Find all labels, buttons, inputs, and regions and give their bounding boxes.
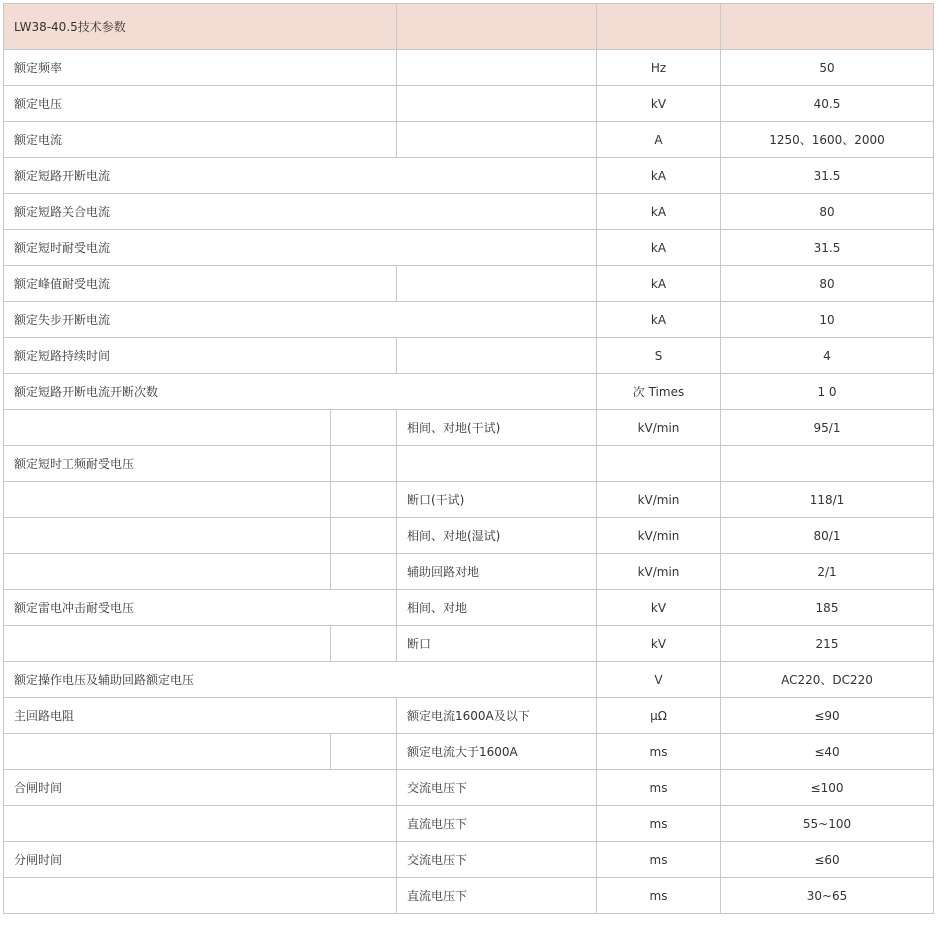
param-value: 2/1 <box>721 554 934 590</box>
empty-cell <box>4 410 331 446</box>
param-value: ≤40 <box>721 734 934 770</box>
param-value: 80 <box>721 194 934 230</box>
param-value: 95/1 <box>721 410 934 446</box>
param-name: 额定短时工频耐受电压 <box>4 446 331 482</box>
table-row <box>4 446 934 482</box>
table-title: LW38-40.5技术参数 <box>4 4 397 50</box>
param-name: 额定峰值耐受电流 <box>4 266 397 302</box>
param-name: 分闸时间 <box>4 842 397 878</box>
empty-cell <box>397 86 597 122</box>
param-name: 额定失步开断电流 <box>4 302 597 338</box>
param-unit: kA <box>597 266 721 302</box>
param-unit: Hz <box>597 50 721 86</box>
empty-cell <box>4 806 397 842</box>
param-subname: 相间、对地 <box>397 590 597 626</box>
param-value: 31.5 <box>721 158 934 194</box>
table-row <box>4 338 934 374</box>
table-row <box>4 158 934 194</box>
empty-cell <box>397 338 597 374</box>
param-name: 额定频率 <box>4 50 397 86</box>
table-row <box>4 194 934 230</box>
empty-cell <box>397 266 597 302</box>
param-name: 额定电流 <box>4 122 397 158</box>
table-row <box>4 590 934 626</box>
empty-cell <box>4 878 397 914</box>
empty-cell <box>4 734 331 770</box>
param-value: 185 <box>721 590 934 626</box>
param-value: AC220、DC220 <box>721 662 934 698</box>
empty-cell <box>331 482 397 518</box>
param-name: 额定电压 <box>4 86 397 122</box>
param-unit: kV/min <box>597 410 721 446</box>
empty-cell <box>397 50 597 86</box>
param-value: ≤60 <box>721 842 934 878</box>
empty-cell <box>397 446 597 482</box>
param-subname: 辅助回路对地 <box>397 554 597 590</box>
param-unit: ms <box>597 878 721 914</box>
param-subname: 断口(干试) <box>397 482 597 518</box>
param-unit: kV/min <box>597 554 721 590</box>
table-row <box>4 698 934 734</box>
param-name: 主回路电阻 <box>4 698 397 734</box>
param-unit: kV <box>597 86 721 122</box>
empty-cell <box>597 446 721 482</box>
empty-cell <box>331 734 397 770</box>
param-unit: ms <box>597 770 721 806</box>
param-name: 额定短路开断电流 <box>4 158 597 194</box>
empty-cell <box>4 554 331 590</box>
table-row <box>4 122 934 158</box>
param-value: 30~65 <box>721 878 934 914</box>
param-unit: kA <box>597 302 721 338</box>
table-row <box>4 50 934 86</box>
empty-cell <box>4 626 331 662</box>
table-row <box>4 734 934 770</box>
param-unit: V <box>597 662 721 698</box>
param-name: 额定操作电压及辅助回路额定电压 <box>4 662 597 698</box>
table-row <box>4 626 934 662</box>
param-value: 50 <box>721 50 934 86</box>
param-unit: kV/min <box>597 518 721 554</box>
param-name: 合闸时间 <box>4 770 397 806</box>
empty-cell <box>397 122 597 158</box>
param-subname: 额定电流大于1600A <box>397 734 597 770</box>
table-row <box>4 374 934 410</box>
table-row <box>4 410 934 446</box>
table-row <box>4 842 934 878</box>
empty-cell <box>331 446 397 482</box>
param-value: 80 <box>721 266 934 302</box>
param-value: 80/1 <box>721 518 934 554</box>
table-row <box>4 86 934 122</box>
param-subname: 直流电压下 <box>397 806 597 842</box>
table-row <box>4 878 934 914</box>
empty-cell <box>331 518 397 554</box>
table-row <box>4 554 934 590</box>
param-subname: 额定电流1600A及以下 <box>397 698 597 734</box>
header-empty-cell <box>721 4 934 50</box>
table-row <box>4 230 934 266</box>
param-unit: kV/min <box>597 482 721 518</box>
table-row <box>4 662 934 698</box>
param-subname: 相间、对地(湿试) <box>397 518 597 554</box>
param-unit: ms <box>597 734 721 770</box>
table-row <box>4 302 934 338</box>
param-value: 1250、1600、2000 <box>721 122 934 158</box>
param-unit: kA <box>597 230 721 266</box>
param-unit: ms <box>597 806 721 842</box>
param-value: 10 <box>721 302 934 338</box>
header-empty-cell <box>397 4 597 50</box>
param-value: ≤100 <box>721 770 934 806</box>
empty-cell <box>331 626 397 662</box>
empty-cell <box>331 410 397 446</box>
param-subname: 交流电压下 <box>397 770 597 806</box>
param-unit: kA <box>597 194 721 230</box>
param-unit: 次 Times <box>597 374 721 410</box>
empty-cell <box>331 554 397 590</box>
header-empty-cell <box>597 4 721 50</box>
param-unit: μΩ <box>597 698 721 734</box>
empty-cell <box>721 446 934 482</box>
param-subname: 断口 <box>397 626 597 662</box>
param-name: 额定短路关合电流 <box>4 194 597 230</box>
param-unit: A <box>597 122 721 158</box>
empty-cell <box>4 482 331 518</box>
param-name: 额定短路开断电流开断次数 <box>4 374 597 410</box>
table-row <box>4 518 934 554</box>
empty-cell <box>4 518 331 554</box>
table-row <box>4 806 934 842</box>
param-subname: 相间、对地(干试) <box>397 410 597 446</box>
param-subname: 直流电压下 <box>397 878 597 914</box>
param-value: 31.5 <box>721 230 934 266</box>
param-unit: kV <box>597 626 721 662</box>
param-name: 额定短时耐受电流 <box>4 230 597 266</box>
param-name: 额定短路持续时间 <box>4 338 397 374</box>
param-value: 215 <box>721 626 934 662</box>
table-header-row <box>4 4 934 50</box>
param-value: 40.5 <box>721 86 934 122</box>
param-unit: ms <box>597 842 721 878</box>
param-value: 4 <box>721 338 934 374</box>
table-row <box>4 770 934 806</box>
table-row <box>4 482 934 518</box>
param-name: 额定雷电冲击耐受电压 <box>4 590 397 626</box>
param-subname: 交流电压下 <box>397 842 597 878</box>
param-value: 1 0 <box>721 374 934 410</box>
param-unit: kV <box>597 590 721 626</box>
param-unit: kA <box>597 158 721 194</box>
table-row <box>4 266 934 302</box>
param-unit: S <box>597 338 721 374</box>
param-value: 118/1 <box>721 482 934 518</box>
param-value: ≤90 <box>721 698 934 734</box>
param-value: 55~100 <box>721 806 934 842</box>
spec-table <box>3 3 934 914</box>
